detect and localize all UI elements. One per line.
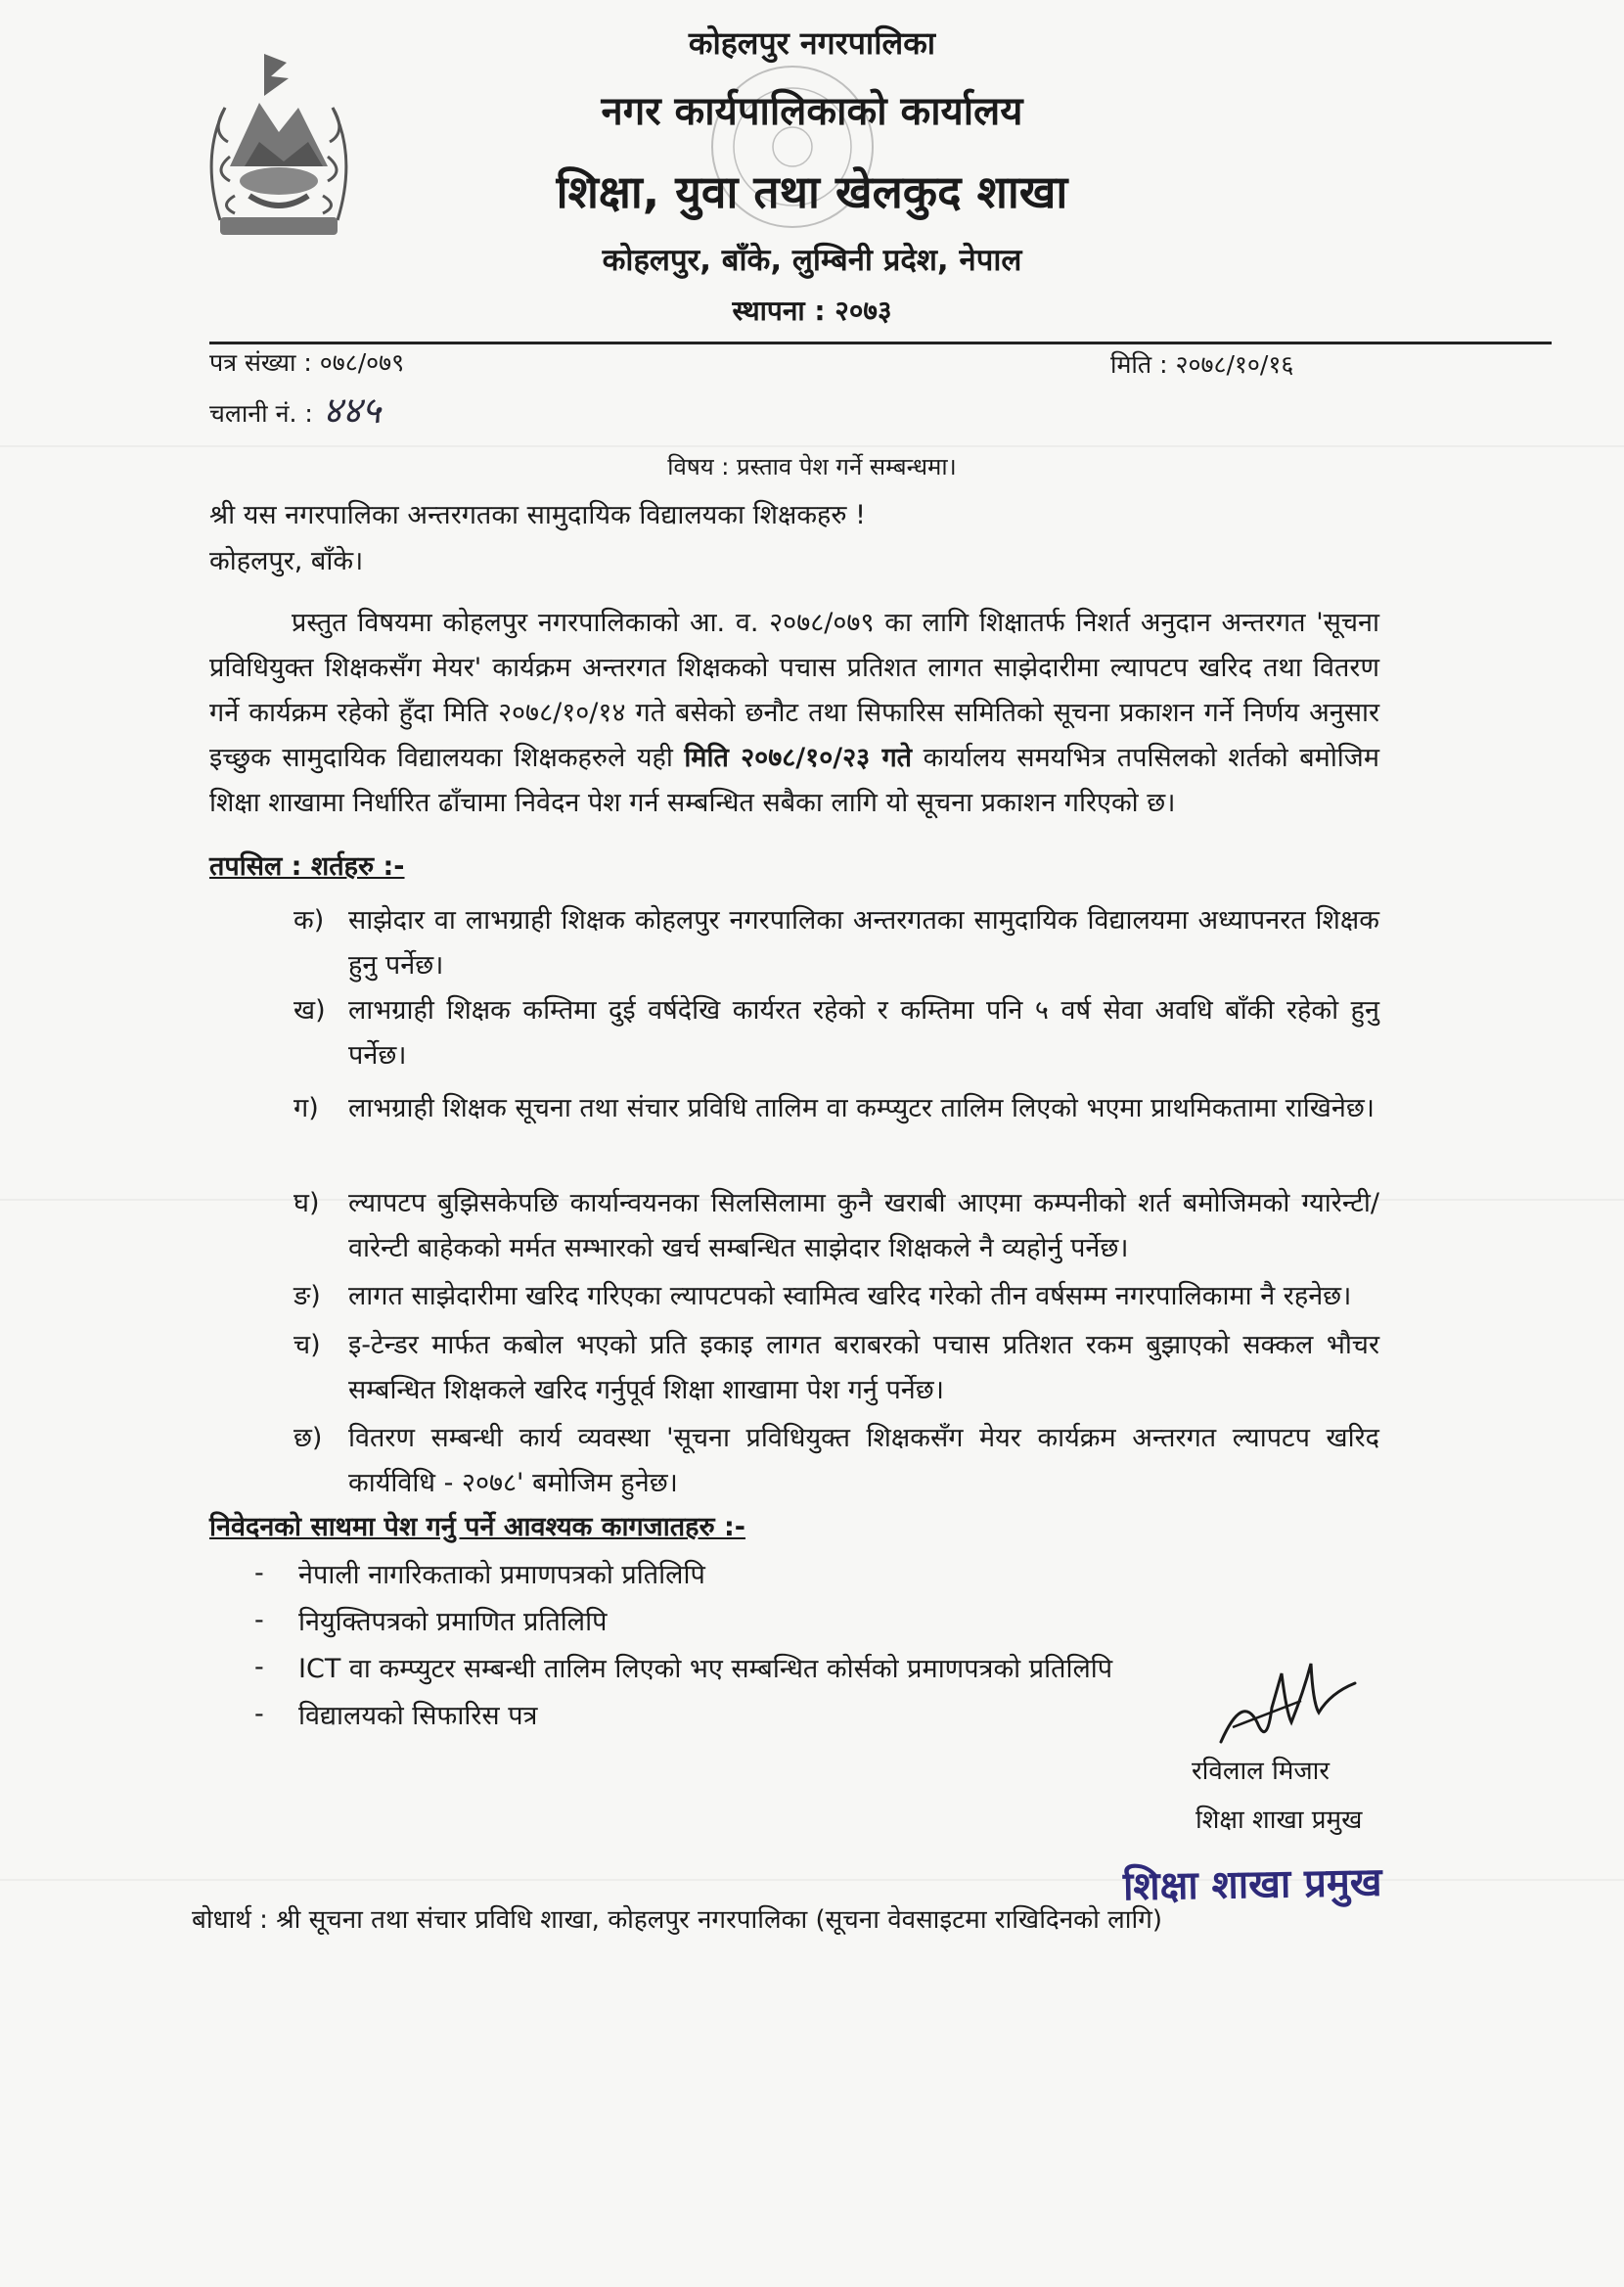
title-stamp: शिक्षा शाखा प्रमुख (1122, 1859, 1382, 1910)
condition-label: घ) (293, 1188, 320, 1218)
condition-label: च) (293, 1330, 321, 1360)
dispatch-label: चलानी नं. : (209, 399, 313, 428)
condition-item (293, 1086, 1379, 1131)
body-text: प्रस्तुत विषयमा कोहलपुर नगरपालिकाको आ. व. २०७८/०७९ का लागि शिक्षातर्फ निशर्त अनुदान अन्तरगत 'सूचना प्रविधियुक्त शिक्षकसँग मेयर' कार्यक्रम अन्तरगत शिक्षकको पचास प्रतिशत लागत साझेदारीमा ल्यापटप खरिद तथा वितरण गर्ने कार्यक्रम रहेको हुँदा मिति २०७८/१०/१४ गते बसेको छनौट तथा सिफारिस समितिको सूचना प्रकाशन गर्ने निर्णय अनुसार इच्छुक सामुदायिक विद्यालयका शिक्षकहरुले यही (209, 608, 1379, 773)
condition-text: लाभग्राही शिक्षक कम्तिमा दुई वर्षदेखि कार्यरत रहेको र कम्तिमा पनि ५ वर्ष सेवा अवधि बाँकी रहेको हुनु पर्नेछ। (348, 995, 1379, 1071)
signatory-title: शिक्षा शाखा प्रमुख (1195, 1806, 1363, 1835)
list-bullet: - (254, 1605, 264, 1635)
documents-heading: निवेदनको साथमा पेश गर्नु पर्ने आवश्यक कागजातहरु :- (209, 1512, 745, 1542)
condition-item (293, 1323, 1379, 1413)
municipality-name: कोहलपुर नगरपालिका (688, 24, 936, 62)
header-rule (209, 342, 1552, 344)
condition-label: ग) (293, 1093, 319, 1123)
condition-text: लाभग्राही शिक्षक सूचना तथा संचार प्रविधि तालिम वा कम्प्युटर तालिम लिएको भएमा प्राथमिकतामा राखिनेछ। (348, 1093, 1375, 1123)
conditions-heading: तपसिल : शर्तहरु :- (209, 851, 405, 882)
document-item: विद्यालयको सिफारिस पत्र (298, 1701, 538, 1731)
list-bullet: - (254, 1652, 264, 1682)
condition-text: ल्यापटप बुझिसकेपछि कार्यान्वयनका सिलसिलामा कुनै खराबी आएमा कम्पनीको शर्त बमोजिमको ग्यारेन्टी/वारेन्टी बाहेकको मर्मत सम्भारको खर्च सम्बन्धित साझेदार शिक्षकले नै व्यहोर्नु पर्नेछ। (348, 1188, 1379, 1263)
document-item: नियुक्तिपत्रको प्रमाणित प्रतिलिपि (298, 1607, 608, 1637)
condition-text: लागत साझेदारीमा खरिद गरिएका ल्यापटपको स्वामित्व खरिद गरेको तीन वर्षसम्म नगरपालिकामा नै रहनेछ। (348, 1281, 1352, 1311)
recipient-line-2: कोहलपुर, बाँके। (209, 546, 364, 576)
copy-to-line: बोधार्थ : श्री सूचना तथा संचार प्रविधि शाखा, कोहलपुर नगरपालिका (सूचना वेवसाइटमा राखिदिनको लागि) (192, 1905, 1163, 1935)
signatory-name: रविलाल मिजार (1192, 1757, 1331, 1786)
condition-item (293, 1274, 1379, 1319)
body-text-tail: कार्यालय समयभित्र तपसिलको शर्तको बमोजिम शिक्षा शाखामा निर्धारित ढाँचामा निवेदन पेश गर्न सम्बन्धित सबैका लागि यो सूचना प्रकाशन गरिएको छ। (209, 743, 1379, 818)
condition-label: छ) (293, 1423, 323, 1453)
branch-name: शिक्षा, युवा तथा खेलकुद शाखा (556, 165, 1068, 218)
letter-date: मिति : २०७८/१०/१६ (1110, 350, 1294, 379)
condition-text: साझेदार वा लाभग्राही शिक्षक कोहलपुर नगरपालिका अन्तरगतका सामुदायिक विद्यालयमा अध्यापनरत शिक्षक हुनु पर्नेछ। (348, 905, 1379, 981)
letter-subject: विषय : प्रस्ताव पेश गर्ने सम्बन्धमा। (667, 453, 957, 480)
document-item: नेपाली नागरिकताको प्रमाणपत्रको प्रतिलिपि (298, 1560, 705, 1590)
office-name: नगर कार्यपालिकाको कार्यालय (601, 89, 1023, 134)
office-address: कोहलपुर, बाँके, लुम्बिनी प्रदेश, नेपाल (602, 243, 1022, 278)
condition-item (293, 898, 1379, 988)
paper-fold (0, 445, 1624, 447)
condition-item (293, 1181, 1379, 1271)
body-paragraph (209, 601, 1379, 826)
recipient-line-1: श्री यस नगरपालिका अन्तरगतका सामुदायिक विद्यालयका शिक्षकहरु ! (209, 500, 866, 530)
letter-number: पत्र संख्या : ०७८/०७९ (209, 348, 405, 377)
document-item: ICT वा कम्प्युटर सम्बन्धी तालिम लिएको भए सम्बन्धित कोर्सको प्रमाणपत्रको प्रतिलिपि (298, 1654, 1113, 1684)
deadline-date: मिति २०७८/१०/२३ गते (684, 743, 913, 773)
condition-text: इ-टेन्डर मार्फत कबोल भएको प्रति इकाइ लागत बराबरको पचास प्रतिशत रकम बुझाएको सक्कल भौचर सम्बन्धित शिक्षकले खरिद गर्नुपूर्व शिक्षा शाखामा पेश गर्नु पर्नेछ। (348, 1330, 1379, 1405)
condition-text: वितरण सम्बन्धी कार्य व्यवस्था 'सूचना प्रविधियुक्त शिक्षकसँग मेयर कार्यक्रम अन्तरगत ल्यापटप खरिद कार्यविधि - २०७८' बमोजिम हुनेछ। (348, 1423, 1379, 1498)
signature-icon (1213, 1654, 1360, 1761)
condition-label: क) (293, 905, 325, 936)
condition-label: ख) (293, 995, 326, 1026)
condition-label: ङ) (293, 1281, 321, 1311)
list-bullet: - (254, 1699, 264, 1729)
dispatch-number: ४४५ (323, 389, 382, 432)
condition-item (293, 1416, 1379, 1506)
condition-item (293, 988, 1379, 1078)
established-year: स्थापना : २०७३ (732, 295, 892, 327)
list-bullet: - (254, 1558, 264, 1588)
